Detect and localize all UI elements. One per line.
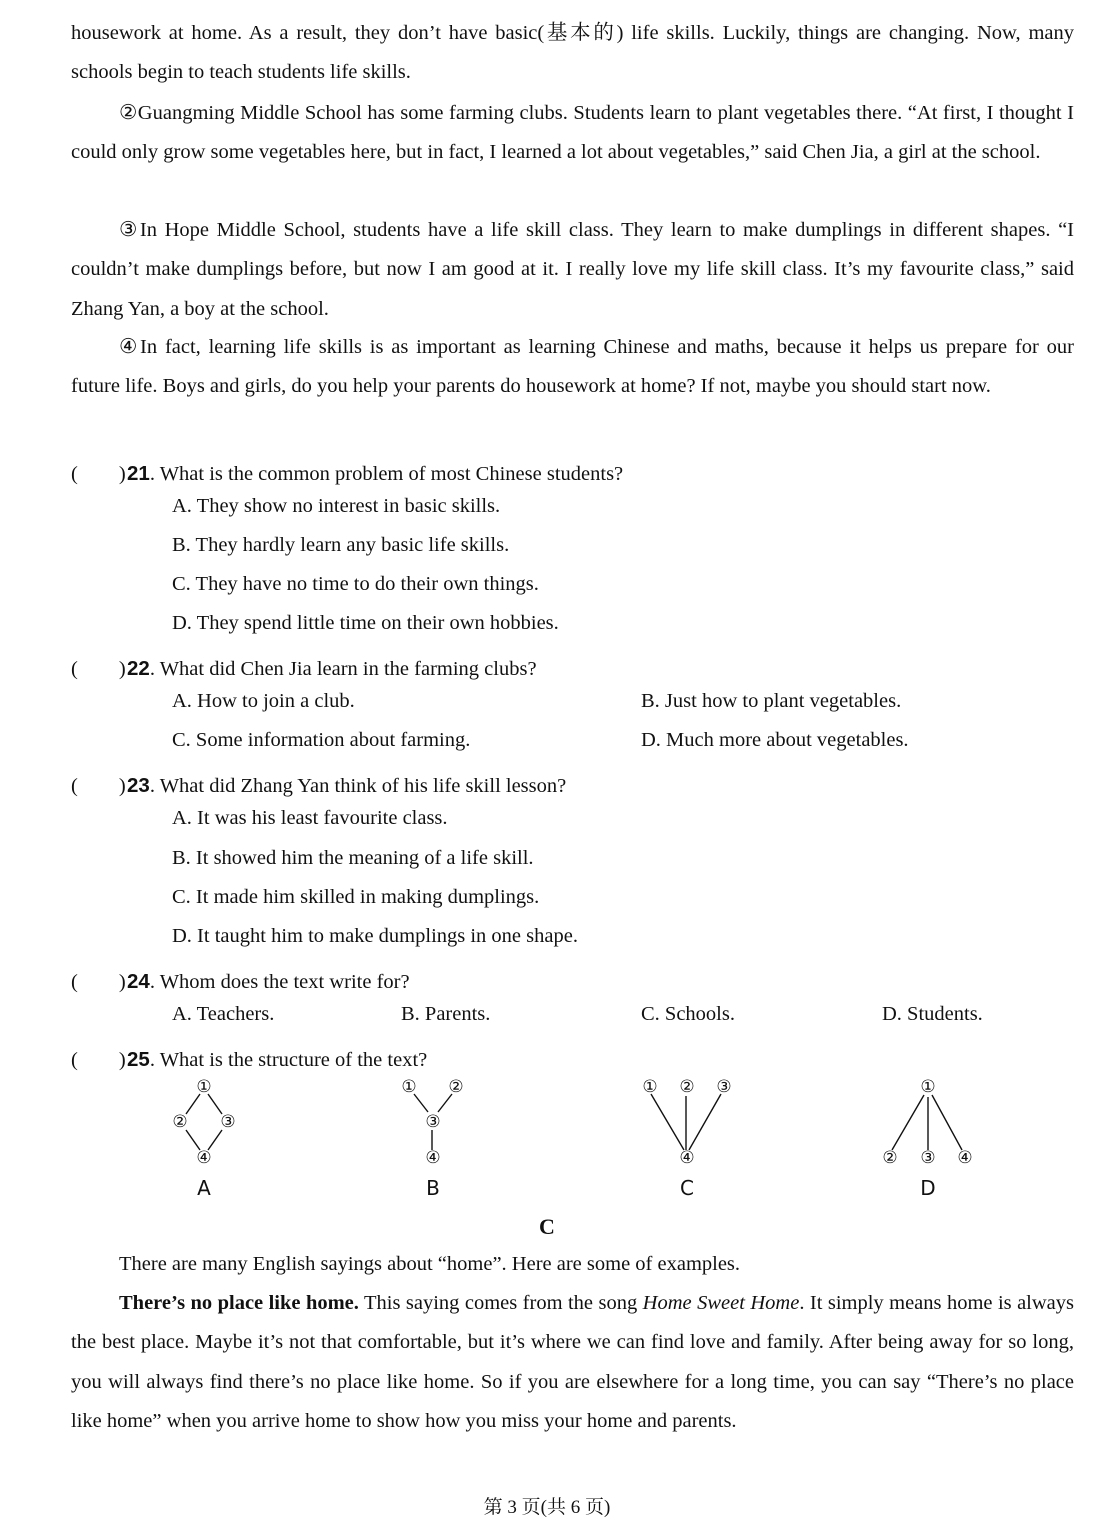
diagram-c-node-1: ① — [642, 1077, 658, 1097]
question-21 — [71, 456, 623, 486]
diagram-b-node-2: ② — [448, 1077, 464, 1097]
question-number: 24 — [127, 970, 150, 993]
option-23-b: B. It showed him the meaning of a life skill. — [172, 847, 534, 869]
option-22-d: D. Much more about vegetables. — [641, 729, 909, 751]
section-c-intro: There are many English sayings about “home”. Here are some of examples. — [119, 1253, 741, 1275]
diagram-b-node-1: ① — [401, 1077, 417, 1097]
structure-diagrams — [0, 1070, 1094, 1210]
diagram-a-label: A — [197, 1176, 211, 1200]
option-24-a: A. Teachers. — [172, 1003, 275, 1025]
passage-paragraph-3: ③In Hope Middle School, students have a life skill class. They learn to make dumplings in different shapes. “I couldn’t make dumplings before, but now I am good at it. I really love my life skill class. It’s my favourite class,” said Zhang Yan, a boy at the school. — [71, 219, 1074, 320]
diagram-a-node-4: ④ — [196, 1148, 212, 1168]
saying-title: There’s no place like home. — [119, 1292, 359, 1314]
option-24-b: B. Parents. — [401, 1003, 491, 1025]
option-21-b: B. They hardly learn any basic life skills. — [172, 534, 510, 556]
question-22 — [71, 651, 537, 681]
diagram-c-label: C — [680, 1176, 694, 1200]
option-21-c: C. They have no time to do their own things. — [172, 573, 539, 595]
passage-paragraph-2: ②Guangming Middle School has some farming clubs. Students learn to plant vegetables there. “At first, I thought I could only grow some vegetables here, but in fact, I learned a lot about vegetables,” said Chen Jia, a girl at the school. — [71, 102, 1074, 164]
question-stem: . What did Chen Jia learn in the farming clubs? — [149, 658, 537, 680]
diagram-b-node-4: ④ — [425, 1148, 441, 1168]
option-21-d: D. They spend little time on their own hobbies. — [172, 612, 559, 634]
option-22-b: B. Just how to plant vegetables. — [641, 690, 902, 712]
answer-bracket[interactable]: ( ) — [71, 775, 126, 797]
passage-paragraph-1: housework at home. As a result, they don’t have basic(基本的) life skills. Luckily, things are changing. Now, many schools begin to teach students life skills. — [71, 22, 1074, 84]
saying-text-a: This saying comes from the song — [358, 1292, 643, 1314]
diagram-b-label: B — [426, 1176, 440, 1200]
question-stem: . What is the structure of the text? — [149, 1049, 428, 1071]
section-c-paragraph-1 — [71, 1284, 1074, 1441]
question-stem: . Whom does the text write for? — [149, 971, 410, 993]
diagram-d-node-2: ② — [882, 1148, 898, 1168]
diagram-d-node-1: ① — [920, 1077, 936, 1097]
diagram-b-node-3: ③ — [425, 1112, 441, 1132]
passage-paragraph-4: ④In fact, learning life skills is as important as learning Chinese and maths, because it helps us prepare for our future life. Boys and girls, do you help your parents do housework at home? If not, maybe you should start now. — [71, 336, 1074, 398]
answer-bracket[interactable]: ( ) — [71, 463, 126, 485]
question-stem: . What did Zhang Yan think of his life skill lesson? — [149, 775, 567, 797]
question-number: 22 — [127, 657, 150, 680]
answer-bracket[interactable]: ( ) — [71, 971, 126, 993]
diagram-c-node-2: ② — [679, 1077, 695, 1097]
option-23-a: A. It was his least favourite class. — [172, 807, 448, 829]
answer-bracket[interactable]: ( ) — [71, 658, 126, 680]
option-23-c: C. It made him skilled in making dumplings. — [172, 886, 540, 908]
answer-bracket[interactable]: ( ) — [71, 1049, 126, 1071]
option-23-d: D. It taught him to make dumplings in one shape. — [172, 925, 578, 947]
option-21-a: A. They show no interest in basic skills. — [172, 495, 501, 517]
option-24-d: D. Students. — [882, 1003, 983, 1025]
question-stem: . What is the common problem of most Chinese students? — [149, 463, 624, 485]
diagram-d-node-3: ③ — [920, 1148, 936, 1168]
diagram-c-node-3: ③ — [716, 1077, 732, 1097]
diagram-a-node-2: ② — [172, 1112, 188, 1132]
question-number: 21 — [127, 462, 150, 485]
section-c-heading: C — [539, 1214, 555, 1239]
option-24-c: C. Schools. — [641, 1003, 735, 1025]
diagram-d-node-4: ④ — [957, 1148, 973, 1168]
question-24 — [71, 964, 410, 994]
diagram-a-node-3: ③ — [220, 1112, 236, 1132]
option-22-c: C. Some information about farming. — [172, 729, 471, 751]
question-25 — [71, 1042, 427, 1072]
song-title: Home Sweet Home — [642, 1292, 800, 1314]
page-footer: 第 3 页(共 6 页) — [483, 1497, 611, 1518]
question-number: 23 — [127, 774, 150, 797]
option-22-a: A. How to join a club. — [172, 690, 355, 712]
diagram-a-node-1: ① — [196, 1077, 212, 1097]
question-23 — [71, 768, 566, 798]
saying-text-b: . It simply means home is always the best place. Maybe it’s not that comfortable, but it’s where we can find love and family. After being away for so long, you will always find there’s no place like home. So if you are elsewhere for a long time, you can say “There’s no place like home” when you arrive home to show how you miss your home and parents. — [71, 1292, 1075, 1432]
question-number: 25 — [127, 1048, 150, 1071]
diagram-c-node-4: ④ — [679, 1148, 695, 1168]
diagram-d-label: D — [920, 1176, 936, 1200]
